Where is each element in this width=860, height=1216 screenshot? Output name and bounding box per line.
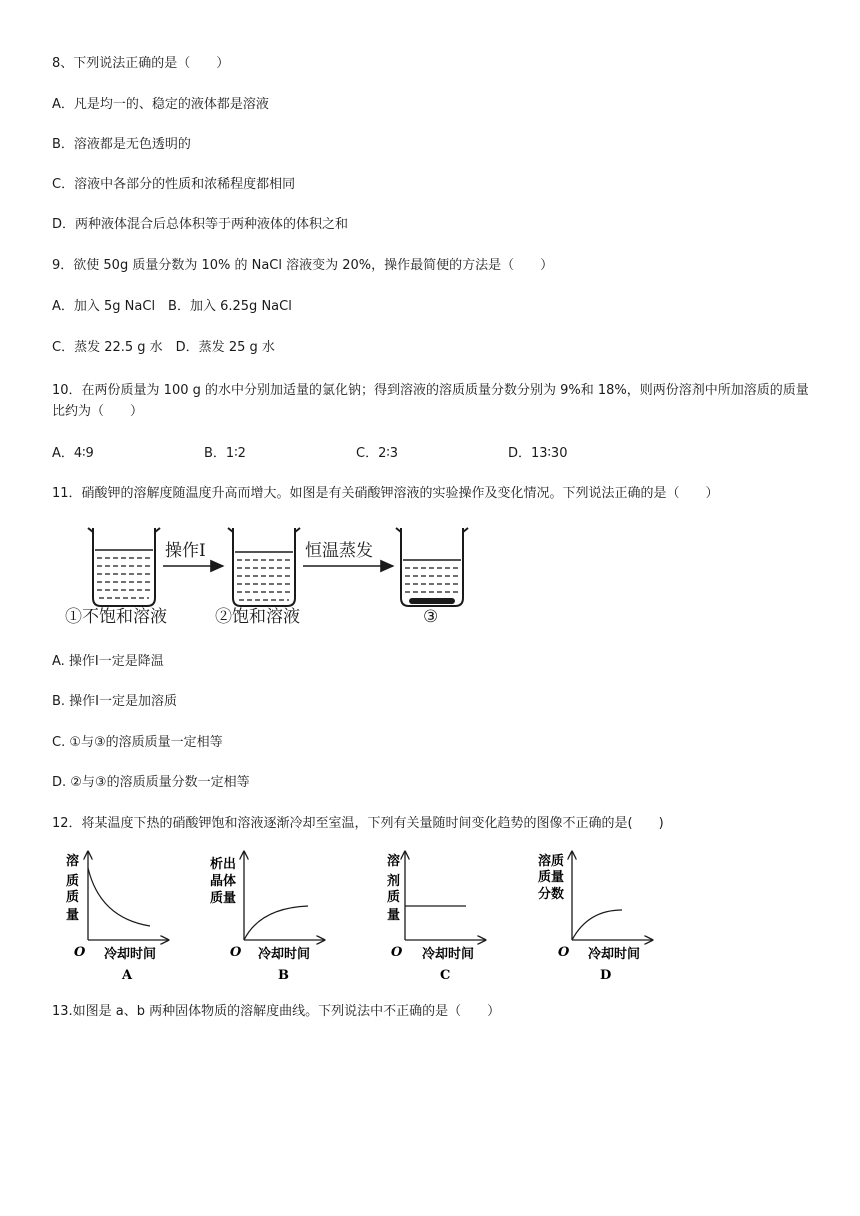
graph-b-ylabel-1: 析出 [210, 857, 237, 872]
graph-a-letter: A [122, 968, 133, 983]
beaker-3 [396, 528, 468, 606]
graph-c-xlabel: 冷却时间 [422, 947, 475, 962]
q11-option-b: B. 操作Ⅰ一定是加溶质 [52, 694, 178, 709]
q8-option-c: C．溶液中各部分的性质和浓稀程度都相同 [52, 177, 296, 192]
graph-b [210, 852, 324, 983]
beaker-1 [88, 528, 160, 606]
q10-option-d: D．13∶30 [508, 446, 568, 461]
graph-a-ylabel-1: 溶 [66, 854, 80, 869]
graph-c-ylabel-3: 质 [387, 890, 401, 905]
q8-stem: 8、下列说法正确的是（ ） [52, 56, 230, 71]
graph-a-ylabel-4: 量 [66, 908, 80, 923]
q11-option-d: D. ②与③的溶质质量分数一定相等 [52, 775, 250, 790]
graph-b-origin: O [230, 945, 242, 960]
graph-c [387, 852, 485, 983]
q10-stem: 10．在两份质量为 100 g 的水中分别加适量的氯化钠；得到溶液的溶质质量分数分别为 9%和 18%，则两份溶剂中所加溶质的质量比约为（ ） [52, 383, 809, 419]
arrow-2-label: 恒温蒸发 [305, 541, 373, 561]
q10-option-a: A．4∶9 [52, 446, 94, 461]
graph-d [538, 852, 652, 983]
beaker-2 [228, 528, 300, 606]
graph-a-xlabel: 冷却时间 [104, 947, 157, 962]
crystal-precipitate [409, 598, 455, 604]
q8-option-a: A．凡是均一的、稳定的液体都是溶液 [52, 97, 269, 112]
q10-option-b: B．1∶2 [204, 446, 246, 461]
beaker-3-label: ③ [423, 607, 439, 627]
beaker-1-label: ①不饱和溶液 [65, 607, 167, 627]
graph-a-ylabel-3: 质 [66, 890, 80, 905]
q11-stem: 11．硝酸钾的溶解度随温度升高而增大。如图是有关硝酸钾溶液的实验操作及变化情况。下列说法正确的是（ ） [52, 486, 719, 501]
arrow-1-label: 操作Ⅰ [165, 541, 206, 561]
graph-d-ylabel-1: 溶质 [538, 854, 565, 869]
q11-option-c: C. ①与③的溶质质量一定相等 [52, 735, 223, 750]
graph-c-letter: C [440, 968, 451, 983]
q9-stem: 9．欲使 50g 质量分数为 10% 的 NaCl 溶液变为 20%，操作最简便的方法是（ ） [52, 258, 554, 273]
graph-d-curve [572, 910, 622, 940]
graph-c-ylabel-2: 剂 [387, 874, 401, 889]
graph-c-ylabel-1: 溶 [387, 854, 401, 869]
graph-d-xlabel: 冷却时间 [588, 947, 641, 962]
graph-a-origin: O [74, 945, 86, 960]
graph-b-ylabel-2: 晶体 [210, 874, 237, 889]
graph-a [66, 852, 168, 983]
graph-d-ylabel-2: 质量 [538, 870, 565, 885]
q8-option-d: D．两种液体混合后总体积等于两种液体的体积之和 [52, 217, 349, 232]
graph-a-curve [88, 868, 150, 926]
q9-options-row1: A．加入 5g NaCl B．加入 6.25g NaCl [52, 299, 292, 314]
q10-option-c: C．2∶3 [356, 446, 399, 461]
graph-b-curve [244, 906, 308, 940]
graph-c-ylabel-4: 量 [387, 908, 401, 923]
q13-stem: 13.如图是 a、b 两种固体物质的溶解度曲线。下列说法中不正确的是（ ） [52, 1004, 501, 1019]
graph-b-ylabel-3: 质量 [210, 891, 237, 906]
graph-b-letter: B [278, 968, 289, 983]
graph-d-origin: O [558, 945, 570, 960]
q12-stem: 12．将某温度下热的硝酸钾饱和溶液逐渐冷却至室温，下列有关量随时间变化趋势的图像不正确的是( ) [52, 816, 664, 831]
graph-a-ylabel-2: 质 [66, 874, 80, 889]
graph-d-ylabel-3: 分数 [538, 887, 565, 902]
beaker-2-label: ②饱和溶液 [215, 607, 300, 627]
graph-d-letter: D [600, 968, 612, 983]
q8-option-b: B．溶液都是无色透明的 [52, 137, 191, 152]
q12-graphs-figure [60, 848, 680, 984]
graph-c-origin: O [391, 945, 403, 960]
q9-options-row2: C．蒸发 22.5 g 水 D．蒸发 25 g 水 [52, 340, 275, 355]
graph-b-xlabel: 冷却时间 [258, 947, 311, 962]
q11-beaker-figure [55, 520, 475, 632]
q11-option-a: A. 操作Ⅰ一定是降温 [52, 654, 164, 669]
